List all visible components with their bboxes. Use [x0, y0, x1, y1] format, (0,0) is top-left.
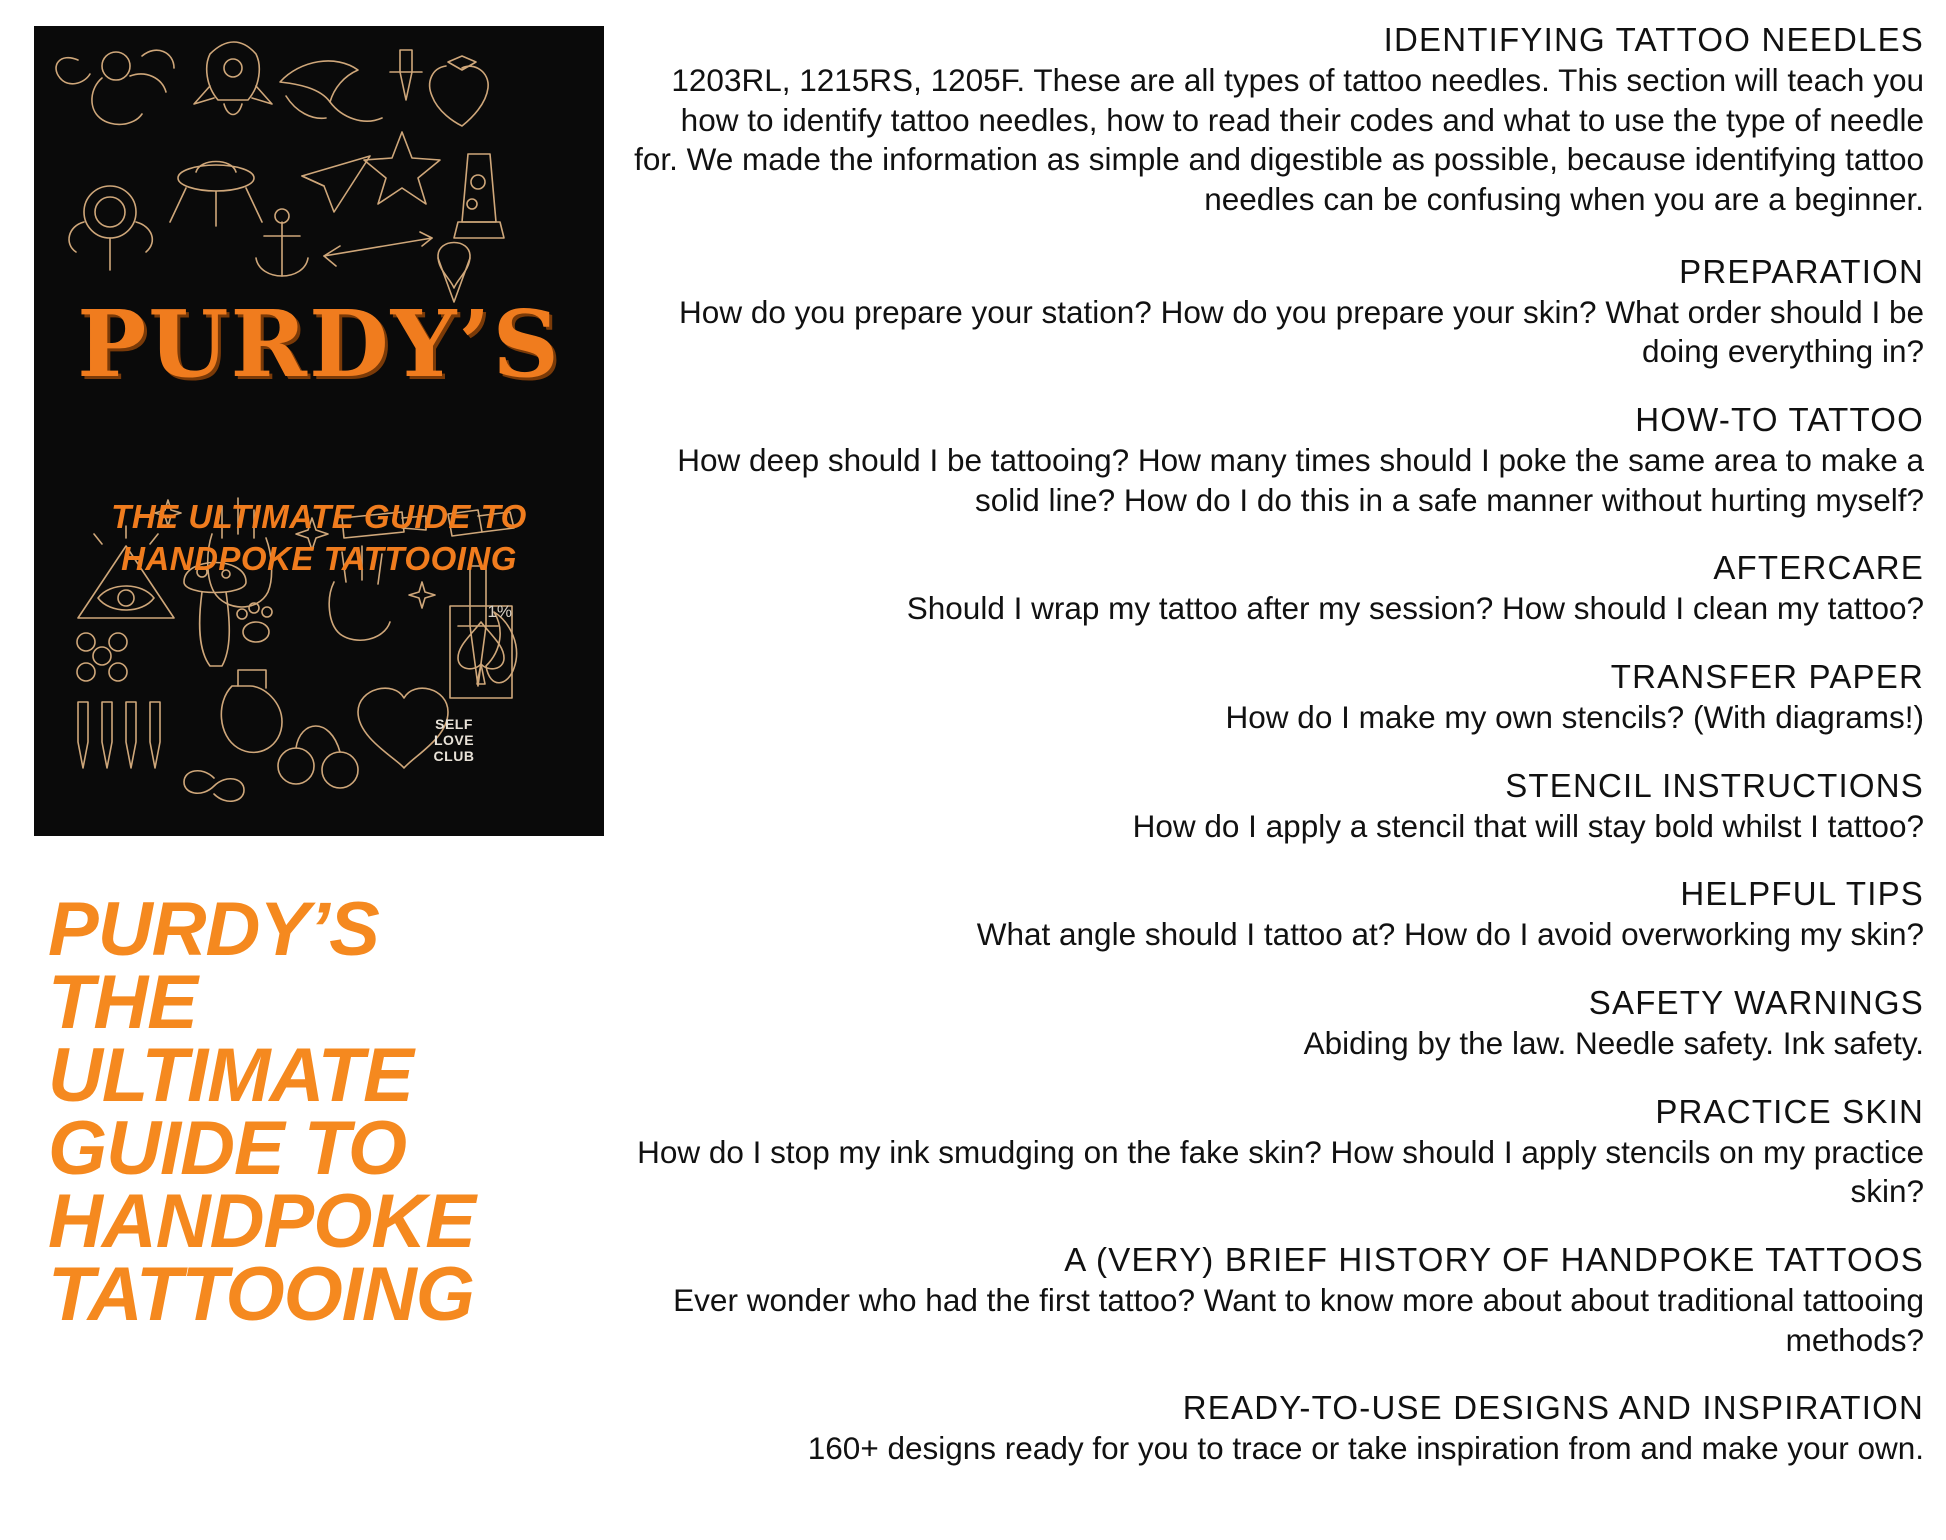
contents-section [630, 1390, 1924, 1469]
book-cover-image [34, 26, 604, 836]
contents-list [620, 0, 1946, 1540]
section-heading: TRANSFER PAPER [1610, 658, 1924, 695]
section-body: Abiding by the law. Needle safety. Ink safety. [1303, 1024, 1924, 1061]
left-column [0, 0, 620, 1540]
section-body: How do I apply a stencil that will stay bold whilst I tattoo? [1132, 807, 1924, 844]
section-body: What angle should I tattoo at? How do I avoid overworking my skin? [976, 916, 1924, 953]
page-title-line-2: THE [48, 959, 197, 1045]
page-title-line-4: GUIDE TO [48, 1105, 406, 1191]
cover-badge: 1% [487, 602, 512, 621]
section-body: Should I wrap my tattoo after my session? How should I clean my tattoo? [906, 590, 1924, 627]
cover-subtitle-line2: HANDPOKE TATTOOING [121, 540, 517, 578]
section-heading: PRACTICE SKIN [1655, 1092, 1924, 1130]
page-title-line-6: TATTOOING [48, 1251, 474, 1337]
section-body: How do you prepare your station? How do you prepare your skin? What order should I be doing everything in? [679, 293, 1924, 370]
section-heading: SAFETY WARNINGS [1588, 983, 1924, 1021]
contents-section [630, 550, 1924, 629]
contents-section [630, 1094, 1924, 1212]
section-heading: A (VERY) BRIEF HISTORY OF HANDPOKE TATTOOS [1064, 1240, 1924, 1278]
page-title [34, 887, 620, 1337]
contents-section [630, 22, 1924, 220]
contents-section [630, 402, 1924, 520]
section-body: How deep should I be tattooing? How many times should I poke the same area to make a solid line? How do I do this in a safe manner without hurting myself? [677, 441, 1924, 518]
heart-line-2: LOVE [433, 732, 475, 749]
heart-line-1: SELF [435, 716, 473, 732]
section-heading: AFTERCARE [1713, 549, 1924, 587]
contents-section [630, 876, 1924, 955]
contents-section [630, 768, 1924, 847]
section-heading: PREPARATION [1679, 252, 1924, 290]
contents-section [630, 659, 1924, 738]
contents-section [630, 985, 1924, 1064]
section-heading: READY-TO-USE DESIGNS AND INSPIRATION [1182, 1389, 1924, 1427]
cover-subtitle-line1: THE ULTIMATE GUIDE TO [111, 498, 527, 535]
cover-title: PURDY’S [77, 290, 561, 398]
page-title-line-1: PURDY’S [48, 887, 379, 972]
section-heading: IDENTIFYING TATTOO NEEDLES [1383, 21, 1924, 58]
cover-flash-art [34, 26, 604, 836]
contents-section [630, 1242, 1924, 1360]
cover-subtitle [34, 496, 604, 580]
self-love-club-heart-text [408, 716, 500, 764]
section-body: 160+ designs ready for you to trace or take inspiration from and make your own. [807, 1430, 1924, 1467]
section-heading: HELPFUL TIPS [1680, 875, 1924, 913]
section-body: Ever wonder who had the first tattoo? Want to know more about about traditional tattooing methods? [673, 1281, 1924, 1358]
section-body: 1203RL, 1215RS, 1205F. These are all types of tattoo needles. This section will teach you how to identify tattoo needles, how to read their codes and what to use the type of needle for. We made the information as simple and digestible as possible, because identifying tattoo needles can be confusing when you are a beginner. [634, 61, 1924, 218]
heart-line-3: CLUB [433, 748, 475, 765]
section-heading: HOW-TO TATTOO [1635, 401, 1924, 439]
section-heading: STENCIL INSTRUCTIONS [1505, 766, 1924, 804]
section-body: How do I make my own stencils? (With diagrams!) [1225, 698, 1924, 735]
page-title-line-5: HANDPOKE [48, 1178, 475, 1264]
page-title-line-3: ULTIMATE [48, 1032, 413, 1118]
contents-section [630, 254, 1924, 372]
section-body: How do I stop my ink smudging on the fake skin? How should I apply stencils on my practice skin? [637, 1133, 1924, 1210]
